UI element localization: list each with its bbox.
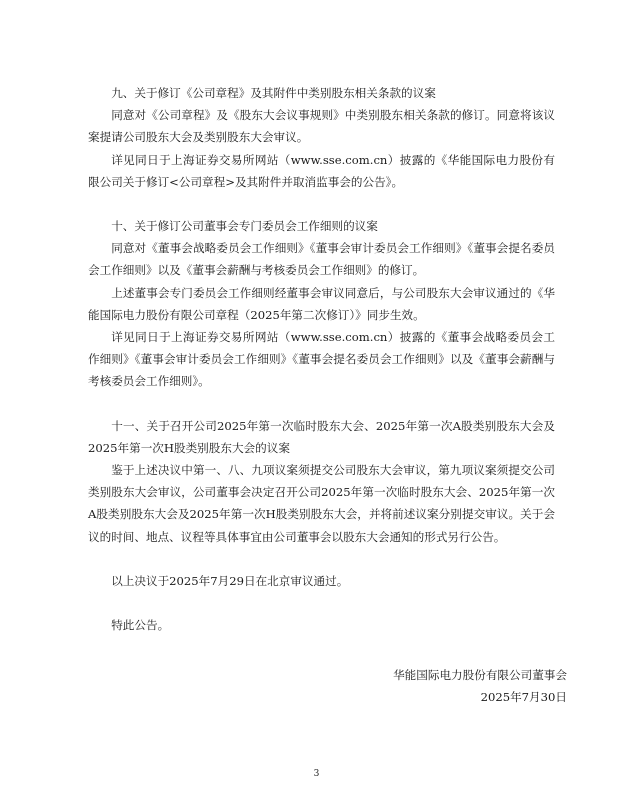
section-title: 十一、关于召开公司2025年第一次临时股东大会、2025年第一次A股类别股东大会及2025年第一次H股类别股东大会的议案 (88, 418, 555, 455)
paragraph: 同意对《公司章程》及《股东大会议事规则》中类别股东相关条款的修订。同意将该议案提请公司股东大会及类别股东大会审议。 (88, 108, 555, 145)
signature-block (393, 664, 567, 708)
section-11 (88, 415, 555, 548)
section-title: 十、关于修订公司董事会专门委员会工作细则的议案 (111, 219, 378, 234)
signature-company: 华能国际电力股份有限公司董事会 (393, 668, 567, 682)
announcement-notice: 特此公告。 (111, 618, 170, 633)
paragraph: 上述董事会专门委员会工作细则经董事会审议同意后，与公司股东大会审议通过的《华能国际电力股份有限公司章程（2025年第二次修订）》同步生效。 (88, 285, 555, 322)
paragraph: 鉴于上述决议中第一、八、九项议案须提交公司股东大会审议，第九项议案须提交公司类别股东大会审议，公司董事会决定召开公司2025年第一次临时股东大会、2025年第一次A股类别股东大会及2025年第一次H股类别股东大会，并将前述议案分别提交审议。关于会议的时间、地点、议程等具体事宜由公司董事会以股东大会通知的形式另行公告。 (88, 463, 555, 544)
section-title: 九、关于修订《公司章程》及其附件中类别股东相关条款的议案 (111, 86, 436, 100)
spacer (88, 548, 555, 570)
signature-date: 2025年7月30日 (480, 690, 567, 705)
approval-statement: 以上决议于2025年7月29日在北京审议通过。 (111, 573, 349, 588)
section-9 (88, 82, 555, 193)
paragraph: 同意对《董事会战略委员会工作细则》《董事会审计委员会工作细则》《董事会提名委员会工作细则》以及《董事会薪酬与考核委员会工作细则》的修订。 (88, 241, 555, 278)
spacer (88, 393, 555, 415)
paragraph: 详见同日于上海证券交易所网站（www.sse.com.cn）披露的《董事会战略委员会工作细则》《董事会审计委员会工作细则》《董事会提名委员会工作细则》以及《董事会薪酬与考核委员会工作细则》。 (88, 330, 555, 389)
document-body (88, 82, 555, 636)
page-number: 3 (313, 769, 320, 779)
section-10 (88, 215, 555, 393)
paragraph: 详见同日于上海证券交易所网站（www.sse.com.cn）披露的《华能国际电力股份有限公司关于修订<公司章程>及其附件并取消监事会的公告》。 (88, 152, 555, 189)
spacer (88, 592, 555, 614)
spacer (88, 193, 555, 215)
